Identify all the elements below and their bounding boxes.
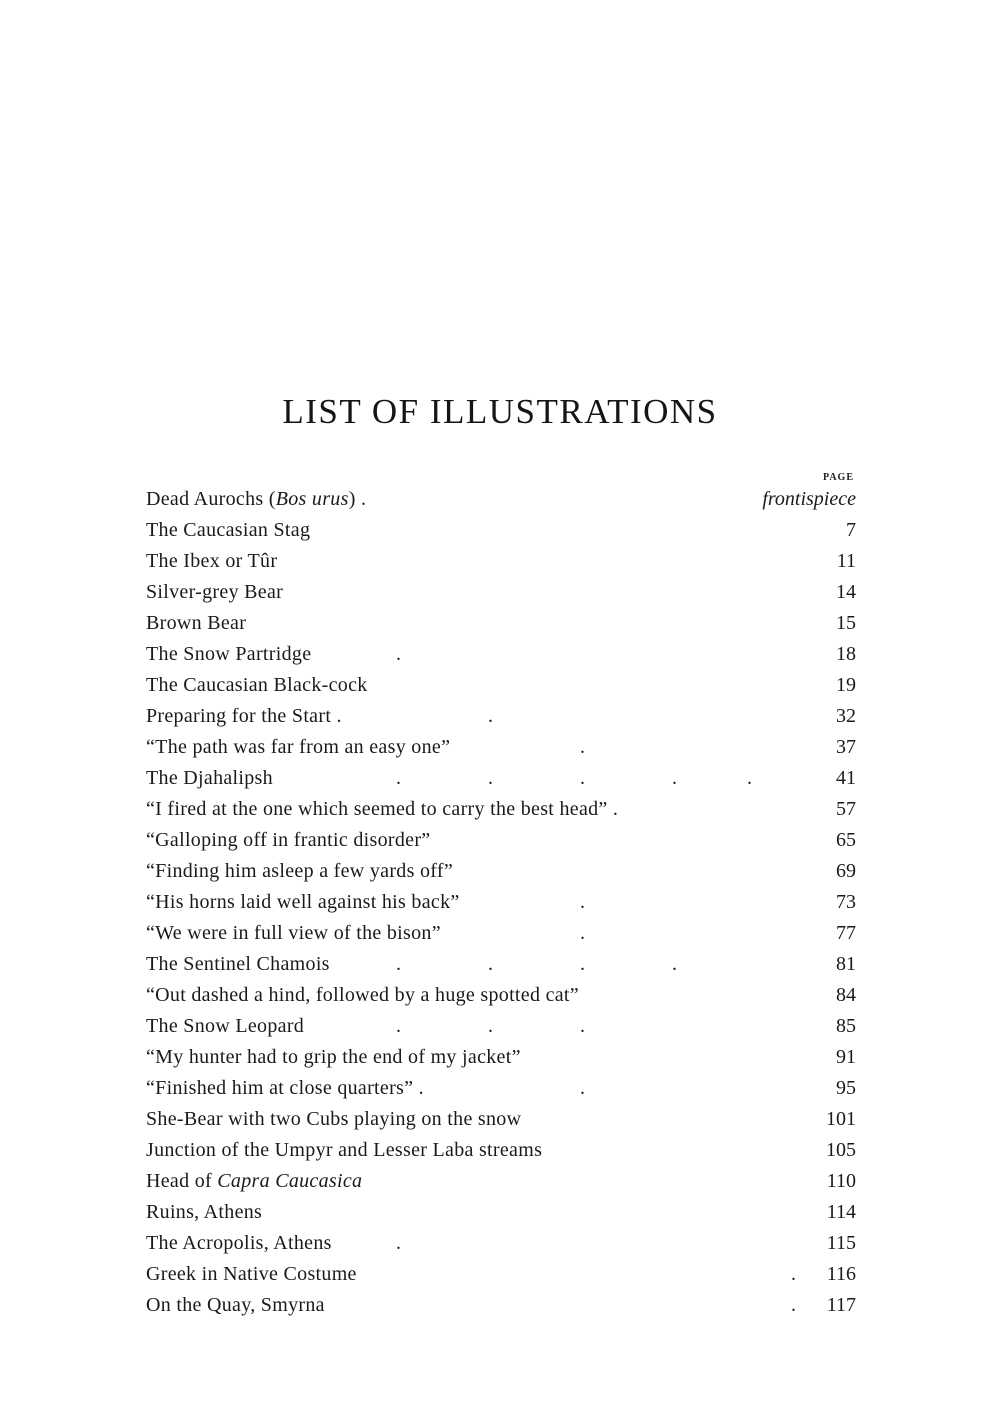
illustration-caption bbox=[146, 1104, 521, 1135]
page-number: 91 bbox=[836, 1046, 856, 1068]
leader-dot: . bbox=[488, 705, 493, 727]
caption-text: “We were in full view of the bison” bbox=[146, 922, 441, 944]
list-item bbox=[146, 763, 856, 794]
illustration-caption bbox=[146, 1042, 521, 1073]
page-number: 85 bbox=[836, 1015, 856, 1037]
list-item bbox=[146, 887, 856, 918]
caption-text: The Acropolis, Athens bbox=[146, 1232, 332, 1254]
page-number: 37 bbox=[836, 736, 856, 758]
list-item bbox=[146, 484, 856, 515]
page-number: 69 bbox=[836, 860, 856, 882]
list-item bbox=[146, 1259, 856, 1290]
caption-text: The Sentinel Chamois bbox=[146, 953, 330, 975]
leader-dot: . bbox=[672, 953, 677, 975]
illustration-caption bbox=[146, 484, 366, 515]
caption-italic-text: Bos urus bbox=[275, 488, 349, 510]
page-number: 116 bbox=[826, 1263, 856, 1285]
leader-dots bbox=[146, 1073, 856, 1104]
list-item bbox=[146, 949, 856, 980]
leader-dots bbox=[146, 1228, 856, 1259]
caption-text: Junction of the Umpyr and Lesser Laba streams bbox=[146, 1139, 543, 1161]
page-number: 57 bbox=[836, 798, 856, 820]
leader-dot: . bbox=[580, 736, 585, 758]
list-item bbox=[146, 1228, 856, 1259]
page-number: 19 bbox=[836, 674, 856, 696]
leader-dot: . bbox=[580, 767, 585, 789]
caption-text: Head of bbox=[146, 1170, 218, 1192]
caption-text: The Djahalipsh bbox=[146, 767, 273, 789]
list-item bbox=[146, 515, 856, 546]
caption-text: The Caucasian Stag bbox=[146, 519, 311, 541]
leader-dots bbox=[146, 1011, 856, 1042]
page-number: 105 bbox=[826, 1139, 856, 1161]
page-column-header: PAGE bbox=[822, 472, 854, 483]
page-number: frontispiece bbox=[762, 488, 856, 510]
page-number: 14 bbox=[836, 581, 856, 603]
leader-dots bbox=[146, 949, 856, 980]
caption-text: Silver-grey Bear bbox=[146, 581, 284, 603]
leader-dots bbox=[146, 918, 856, 949]
page-number: 110 bbox=[826, 1170, 856, 1192]
leader-dot: . bbox=[580, 953, 585, 975]
leader-dots bbox=[146, 887, 856, 918]
caption-text: On the Quay, Smyrna bbox=[146, 1294, 325, 1316]
page-title: LIST OF ILLUSTRATIONS bbox=[282, 392, 718, 431]
page-number: 81 bbox=[836, 953, 856, 975]
caption-text: Greek in Native Costume bbox=[146, 1263, 357, 1285]
page-number: 101 bbox=[826, 1108, 856, 1130]
list-item bbox=[146, 1135, 856, 1166]
list-item bbox=[146, 639, 856, 670]
list-item bbox=[146, 1042, 856, 1073]
caption-text: Ruins, Athens bbox=[146, 1201, 263, 1223]
page-number: 41 bbox=[836, 767, 856, 789]
page-number: 73 bbox=[836, 891, 856, 913]
list-item bbox=[146, 918, 856, 949]
page-number: 65 bbox=[836, 829, 856, 851]
list-item bbox=[146, 980, 856, 1011]
page-number: 117 bbox=[826, 1294, 856, 1316]
list-item bbox=[146, 608, 856, 639]
leader-dot: . bbox=[488, 953, 493, 975]
page-number: 115 bbox=[826, 1232, 856, 1254]
caption-text: Brown Bear bbox=[146, 612, 247, 634]
caption-text: The Snow Leopard bbox=[146, 1015, 305, 1037]
list-item bbox=[146, 856, 856, 887]
caption-text: Preparing for the Start . bbox=[146, 705, 342, 727]
list-item bbox=[146, 670, 856, 701]
illustrations-list bbox=[146, 484, 856, 1321]
caption-text: “His horns laid well against his back” bbox=[146, 891, 460, 913]
page-number: 84 bbox=[836, 984, 856, 1006]
page-number: 15 bbox=[836, 612, 856, 634]
page-number: 32 bbox=[836, 705, 856, 727]
leader-dot: . bbox=[396, 767, 401, 789]
list-item bbox=[146, 794, 856, 825]
leader-dot: . bbox=[580, 1077, 585, 1099]
list-item bbox=[146, 732, 856, 763]
illustration-caption bbox=[146, 825, 430, 856]
caption-italic-text: Capra Caucasica bbox=[217, 1170, 363, 1192]
leader-dot: . bbox=[396, 643, 401, 665]
leader-dot: . bbox=[672, 767, 677, 789]
illustration-caption bbox=[146, 794, 618, 825]
list-item bbox=[146, 1104, 856, 1135]
caption-text: “I fired at the one which seemed to carry the best head” . bbox=[146, 798, 619, 820]
list-item bbox=[146, 1011, 856, 1042]
leader-dot: . bbox=[580, 891, 585, 913]
list-item bbox=[146, 825, 856, 856]
leader-dots bbox=[146, 1290, 856, 1321]
leader-dots bbox=[146, 701, 856, 732]
illustration-caption bbox=[146, 608, 246, 639]
page-number: 95 bbox=[836, 1077, 856, 1099]
leader-dot: . bbox=[396, 953, 401, 975]
illustration-caption bbox=[146, 856, 453, 887]
leader-dot: . bbox=[791, 1263, 796, 1285]
list-item bbox=[146, 1290, 856, 1321]
caption-text: She-Bear with two Cubs playing on the snow bbox=[146, 1108, 522, 1130]
leader-dot: . bbox=[488, 1015, 493, 1037]
list-item bbox=[146, 1197, 856, 1228]
caption-text: “Finding him asleep a few yards off” bbox=[146, 860, 454, 882]
page-number: 77 bbox=[836, 922, 856, 944]
page-number: 18 bbox=[836, 643, 856, 665]
page-number: 7 bbox=[846, 519, 856, 541]
list-item bbox=[146, 1073, 856, 1104]
leader-dot: . bbox=[791, 1294, 796, 1316]
illustration-caption bbox=[146, 980, 579, 1011]
caption-text: “The path was far from an easy one” bbox=[146, 736, 451, 758]
leader-dot: . bbox=[580, 1015, 585, 1037]
leader-dot: . bbox=[747, 767, 752, 789]
leader-dots bbox=[146, 763, 856, 794]
caption-text: “Out dashed a hind, followed by a huge spotted cat” bbox=[146, 984, 579, 1006]
leader-dots bbox=[146, 732, 856, 763]
caption-text: The Snow Partridge bbox=[146, 643, 312, 665]
list-item bbox=[146, 701, 856, 732]
list-item bbox=[146, 577, 856, 608]
illustration-caption bbox=[146, 670, 368, 701]
illustration-caption bbox=[146, 1135, 542, 1166]
caption-text: The Caucasian Black-cock bbox=[146, 674, 368, 696]
page-number: 11 bbox=[836, 550, 856, 572]
illustration-caption bbox=[146, 515, 310, 546]
leader-dots bbox=[146, 639, 856, 670]
caption-text: The Ibex or Tûr bbox=[146, 550, 278, 572]
leader-dot: . bbox=[488, 767, 493, 789]
illustration-caption bbox=[146, 577, 283, 608]
leader-dot: . bbox=[396, 1015, 401, 1037]
page-number: 114 bbox=[826, 1201, 856, 1223]
leader-dot: . bbox=[580, 922, 585, 944]
list-item bbox=[146, 1166, 856, 1197]
caption-text: “Finished him at close quarters” . bbox=[146, 1077, 424, 1099]
caption-text: Dead Aurochs ( bbox=[146, 488, 276, 510]
illustration-caption bbox=[146, 546, 277, 577]
leader-dot: . bbox=[396, 1232, 401, 1254]
caption-text: “Galloping off in frantic disorder” bbox=[146, 829, 431, 851]
list-item bbox=[146, 546, 856, 577]
caption-text-suffix: ) . bbox=[348, 488, 367, 510]
illustration-caption bbox=[146, 1166, 362, 1197]
leader-dots bbox=[146, 1259, 856, 1290]
illustration-caption bbox=[146, 1197, 262, 1228]
caption-text: “My hunter had to grip the end of my jacket” bbox=[146, 1046, 521, 1068]
